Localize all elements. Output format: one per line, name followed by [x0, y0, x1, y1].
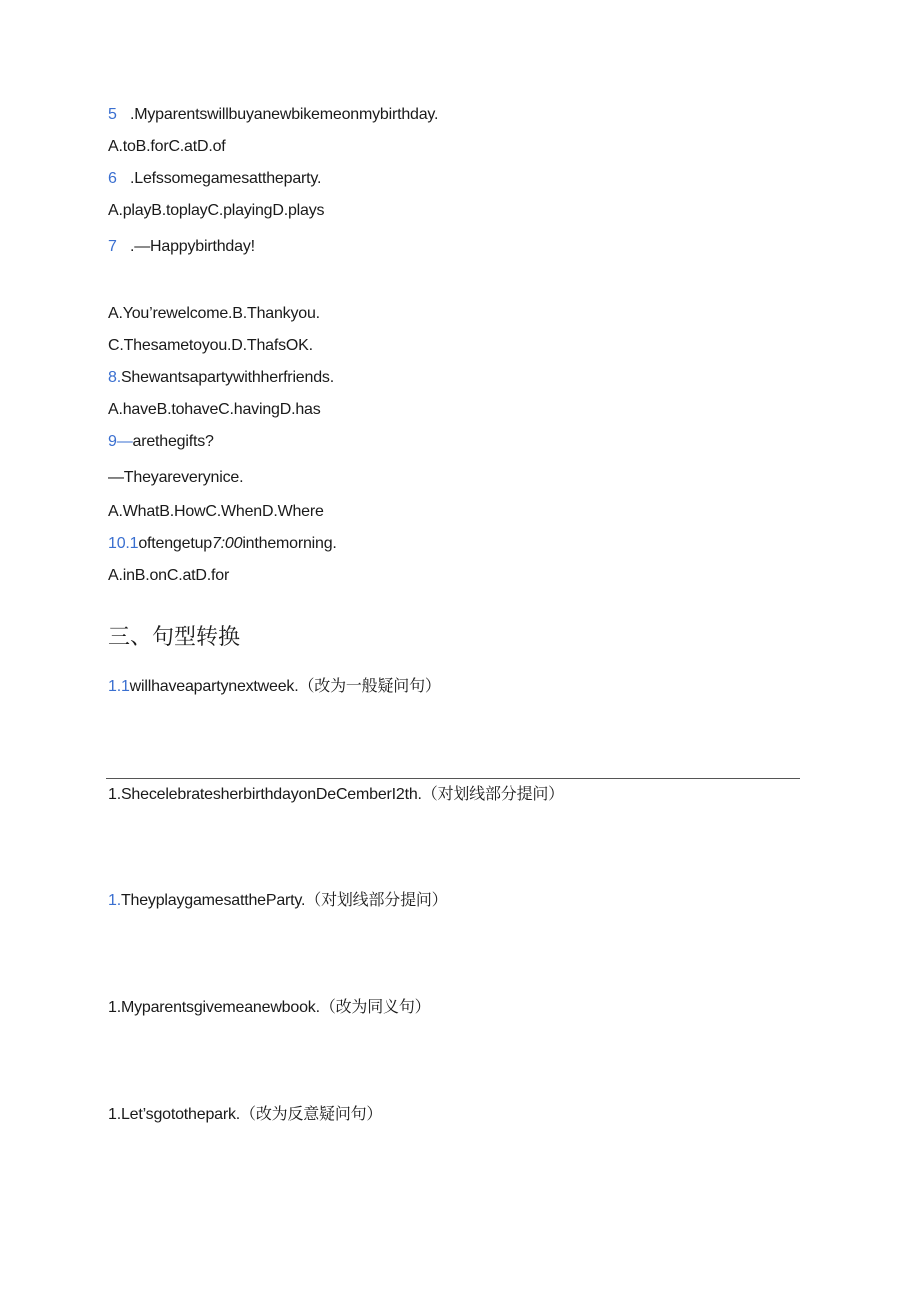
question-5-options: A.toB.forC.atD.of — [108, 138, 226, 155]
question-number: 10.1 — [108, 535, 139, 552]
item-number: 1. — [108, 786, 121, 803]
question-number: 7 — [108, 238, 117, 255]
question-10 — [108, 534, 337, 554]
question-number: 8. — [108, 369, 121, 386]
item-text: Myparentsgivemeanewbook.（改为同义句） — [120, 999, 431, 1016]
item-number: 1. — [108, 999, 121, 1016]
question-text: .—Happybirthday! — [130, 238, 255, 255]
transform-item-1 — [108, 677, 441, 697]
question-9 — [108, 432, 214, 452]
question-7-options-line-1: A.You’rewelcome.B.Thankyou. — [108, 305, 320, 322]
question-text: arethegifts? — [132, 433, 214, 450]
question-number: 5 — [108, 106, 117, 123]
section-heading: 三、句型转换 — [108, 625, 241, 650]
item-text: ShecelebratesherbirthdayonDeCemberI2th.（对划线部分提问） — [120, 786, 564, 803]
question-9-options: A.WhatB.HowC.WhenD.Where — [108, 503, 324, 520]
answer-line — [106, 778, 800, 779]
question-7 — [108, 237, 255, 257]
transform-item-5 — [108, 1105, 382, 1125]
question-10-options: A.inB.onC.atD.for — [108, 567, 230, 584]
transform-item-3 — [108, 891, 448, 911]
item-number: 1. — [108, 892, 121, 909]
question-number: 9— — [108, 433, 133, 450]
question-5 — [108, 105, 438, 125]
transform-item-2 — [108, 785, 564, 805]
item-number: 1.1 — [108, 678, 130, 695]
question-text: .Lefssomegamesattheparty. — [130, 170, 322, 187]
item-number: 1. — [108, 1106, 121, 1123]
question-number: 6 — [108, 170, 117, 187]
question-6 — [108, 169, 321, 189]
question-9-answer: —Theyareverynice. — [108, 469, 244, 486]
item-text: willhaveapartynextweek.（改为一般疑问句） — [129, 678, 441, 695]
question-text-a: oftengetup — [138, 535, 212, 552]
question-text: .Myparentswillbuyanewbikemeonmybirthday. — [130, 106, 439, 123]
question-text-b: inthemorning. — [242, 535, 337, 552]
transform-item-4 — [108, 998, 430, 1018]
question-8 — [108, 368, 334, 388]
question-8-options: A.haveB.tohaveC.havingD.has — [108, 401, 321, 418]
question-time: 7:00 — [211, 535, 243, 552]
question-6-options: A.playB.toplayC.playingD.plays — [108, 202, 325, 219]
question-text: Shewantsapartywithherfriends. — [120, 369, 334, 386]
item-text: TheyplaygamesattheParty.（对划线部分提问） — [120, 892, 448, 909]
question-7-options-line-2: C.Thesametoyou.D.ThafsOK. — [108, 337, 313, 354]
item-text: Let’sgotothepark.（改为反意疑问句） — [120, 1106, 383, 1123]
